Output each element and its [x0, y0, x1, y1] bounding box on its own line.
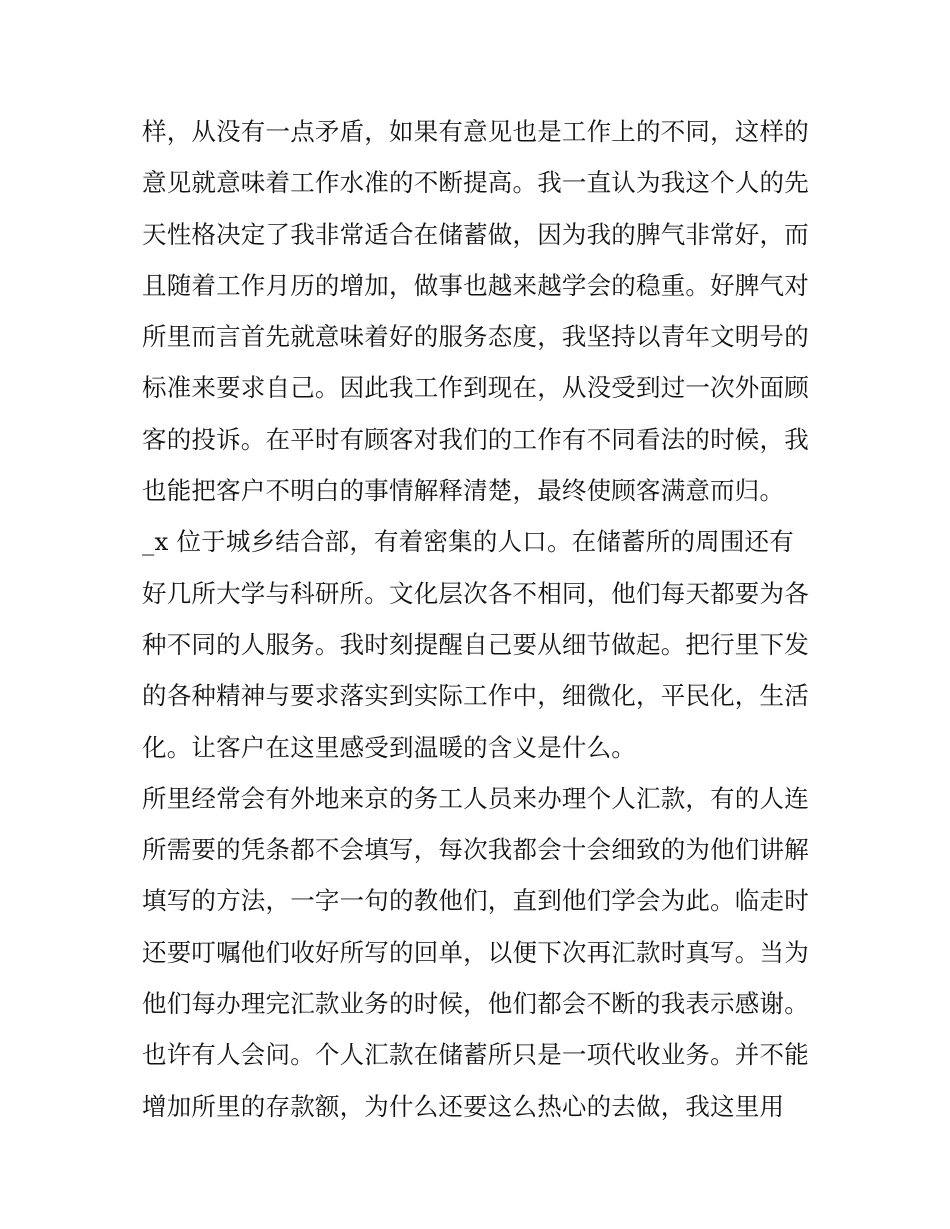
text-line: 增加所里的存款额，为什么还要这么热心的去做，我这里用: [142, 1091, 785, 1121]
text-line: 填写的方法，一字一句的教他们，直到他们学会为此。临走时: [142, 886, 809, 916]
text-line: 客的投诉。在平时有顾客对我们的工作有不同看法的时候，我: [142, 424, 809, 454]
text-line: 他们每办理完汇款业务的时候，他们都会不断的我表示感谢。: [142, 989, 809, 1019]
text-line: 天性格决定了我非常适合在储蓄做，因为我的脾气非常好，而: [142, 219, 809, 249]
text-line: 所需要的凭条都不会填写，每次我都会十会细致的为他们讲解: [142, 835, 809, 865]
text-line: 所里经常会有外地来京的务工人员来办理个人汇款，有的人连: [142, 783, 809, 813]
body-text: [142, 106, 822, 1132]
text-line: 样，从没有一点矛盾，如果有意见也是工作上的不同，这样的: [142, 117, 809, 146]
text-line: 化。让客户在这里感受到温暖的含义是什么。: [142, 732, 636, 762]
text-line: _x 位于城乡结合部，有着密集的人口。在储蓄所的周围还有: [142, 527, 794, 557]
text-line: 且随着工作月历的增加，做事也越来越学会的稳重。好脾气对: [142, 270, 809, 300]
text-line: 的各种精神与要求落实到实际工作中，细微化，平民化，生活: [142, 681, 809, 711]
text-line: 意见就意味着工作水准的不断提高。我一直认为我这个人的先: [142, 168, 809, 198]
text-line: 还要叮嘱他们收好所写的回单，以便下次再汇款时真写。当为: [142, 937, 809, 967]
text-line: 标准来要求自己。因此我工作到现在，从没受到过一次外面顾: [142, 373, 809, 403]
text-line: 也许有人会问。个人汇款在储蓄所只是一项代收业务。并不能: [142, 1040, 809, 1070]
text-line: 种不同的人服务。我时刻提醒自己要从细节做起。把行里下发: [142, 629, 809, 659]
text-line: 也能把客户不明白的事情解释清楚，最终使顾客满意而归。: [142, 476, 785, 506]
text-line: 好几所大学与科研所。文化层次各不相同，他们每天都要为各: [142, 578, 809, 608]
text-line: 所里而言首先就意味着好的服务态度，我坚持以青年文明号的: [142, 322, 809, 352]
